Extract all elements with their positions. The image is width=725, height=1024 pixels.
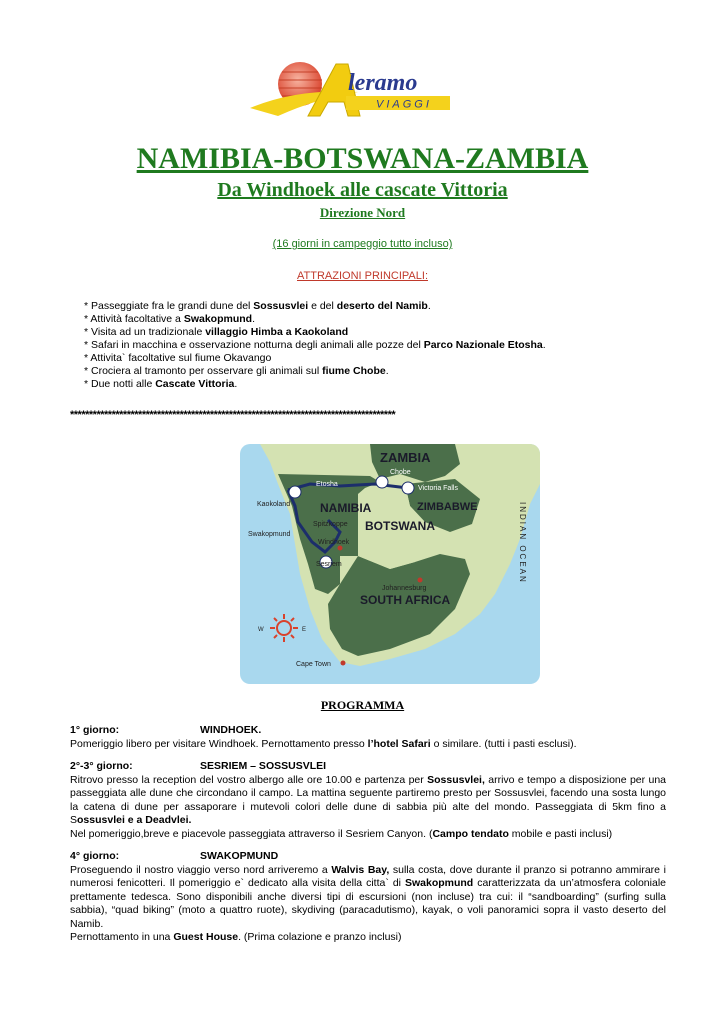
attraction-item: * Attivita` facoltative sul fiume Okavango — [84, 352, 272, 364]
cape-town-dot — [341, 661, 346, 666]
attractions-heading: ATTRAZIONI PRINCIPALI: — [297, 270, 428, 282]
windhoek-label: Windhoek — [318, 539, 350, 546]
swakopmund-label: Swakopmund — [248, 531, 291, 538]
kaokoland-marker — [289, 486, 301, 498]
separator-line: ************************************************************************************** — [70, 409, 396, 421]
attraction-item: * Passeggiate fra le grandi dune del Sossusvlei e del deserto del Namib. — [84, 300, 431, 312]
botswana-label: BOTSWANA — [365, 519, 435, 533]
zimbabwe-label: ZIMBABWE — [417, 501, 478, 513]
day-label: 4° giorno: — [70, 850, 120, 862]
day-place: SWAKOPMUND — [200, 850, 279, 862]
victoria-falls-label: Victoria Falls — [418, 485, 458, 492]
chobe-label: Chobe — [390, 469, 411, 476]
day-block — [70, 850, 666, 945]
svg-text:E: E — [302, 627, 307, 633]
spitzkoppe-label: Spitzkoppe — [313, 521, 348, 528]
direction-label: Direzione Nord — [319, 205, 406, 220]
day-block — [70, 724, 666, 751]
route-map — [240, 444, 540, 684]
day-text: Pomeriggio libero per visitare Windhoek. Pernottamento presso l’hotel Safari o similare. (tutti i pasti esclusi). — [70, 737, 577, 750]
day-text: Proseguendo il nostro viaggio verso nord arriveremo a Walvis Bay, sulla costa, dove durante il pranzo si potranno ammirare i numerosi fenicotteri. Il pomeriggio e` dedicato alla visita della citta` di Swakopmund caratterizzata da un’atmosfera coloniale prettamente tedesca. Sono disponibili anche diversi tipi di escursioni (non incluse) tra cui: il “sandboarding” (surfing sulla sabbia), “quad biking” (moto a quattro ruote), skydiving (paracadutismo), kayak, o voli panoramici sopra il vasto deserto del Namib. Pernottamento in una Guest House. (Prima colazione e pranzo inclusi) — [70, 863, 666, 943]
south-africa-label: SOUTH AFRICA — [360, 593, 451, 607]
duration-label: (16 giorni in campeggio tutto incluso) — [272, 238, 453, 250]
etosha-label: Etosha — [316, 481, 338, 488]
sesriem-label: Sesriem — [316, 561, 342, 568]
page-title: NAMIBIA-BOTSWANA-ZAMBIA — [136, 142, 589, 175]
attraction-item: * Visita ad un tradizionale villaggio Himba a Kaokoland — [84, 326, 349, 338]
windhoek-dot — [338, 546, 343, 551]
svg-text:W: W — [258, 627, 264, 633]
page-subtitle: Da Windhoek alle cascate Vittoria — [217, 179, 508, 201]
day-block — [70, 760, 666, 841]
attraction-item: * Safari in macchina e osservazione notturna degli animali alle pozze del Parco Nazionale Etosha. — [84, 339, 546, 351]
attraction-item: * Crociera al tramonto per osservare gli animali sul fiume Chobe. — [84, 365, 389, 377]
johannesburg-dot — [418, 578, 423, 583]
day-place: WINDHOEK. — [200, 724, 262, 736]
day-text: Ritrovo presso la reception del vostro albergo alle ore 10.00 e partenza per Sossusvlei, arrivo e tempo a disposizione per una passeggiata alle dune che circondano il campo. La mattina seguente partiremo presto per Sossusvlei, facendo una sosta lungo la catena di dune per assaporare i mutevoli colori delle dune di sabbia più alte del mondo. Passeggiata di 5km fino a Sossusvlei e a Deadvlei. Nel pomeriggio,breve e piacevole passeggiata attraverso il Sesriem Canyon. (Campo tendato mobile e pasti inclusi) — [70, 773, 666, 840]
zambia-label: ZAMBIA — [380, 450, 431, 465]
day-label: 2°-3° giorno: — [70, 760, 133, 772]
logo-brand-text: leramo — [348, 70, 418, 96]
programma-heading: PROGRAMMA — [320, 698, 405, 712]
cape-town-label: Cape Town — [296, 661, 331, 668]
aleramo-viaggi-logo — [248, 58, 458, 120]
day-place: SESRIEM – SOSSUSVLEI — [200, 760, 327, 772]
attraction-item: * Attività facoltative a Swakopmund. — [84, 313, 255, 325]
kaokoland-label: Kaokoland — [257, 501, 291, 508]
logo-sub-text: VIAGGI — [376, 98, 432, 111]
attractions-list — [84, 300, 546, 391]
victoria-falls-marker — [402, 482, 414, 494]
johannesburg-label: Johannesburg — [382, 585, 427, 592]
day-label: 1° giorno: — [70, 724, 120, 736]
indian-ocean-label: INDIAN OCEAN — [518, 502, 527, 584]
chobe-marker — [376, 476, 388, 488]
attraction-item: * Due notti alle Cascate Vittoria. — [84, 378, 238, 390]
namibia-label: NAMIBIA — [320, 501, 372, 515]
